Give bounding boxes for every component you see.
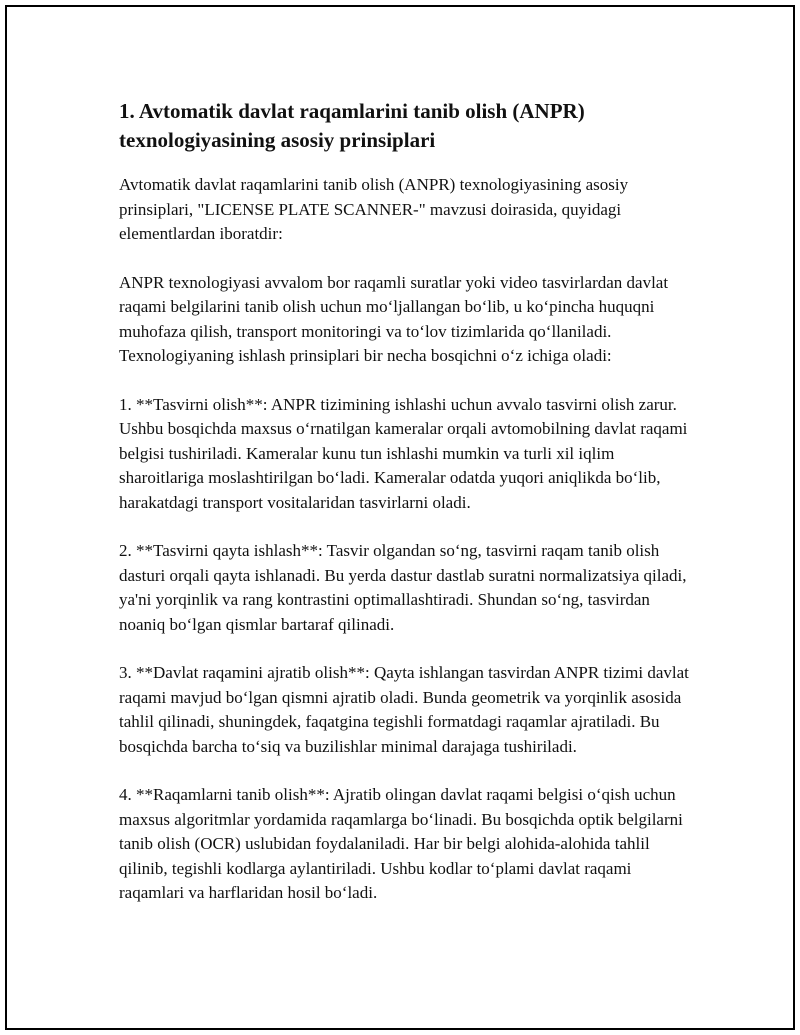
step-4-paragraph: 4. **Raqamlarni tanib olish**: Ajratib olingan davlat raqami belgisi oʻqish uchun maxsus algoritmlar yordamida raqamlarga boʻlinadi. Bu bosqichda optik belgilarni tanib olish (OCR) uslubidan foydalaniladi. Har bir belgi alohida-alohida tahlil qilinib, tegishli kodlarga aylantiriladi. Ushbu kodlar toʻplami davlat raqami raqamlari va harflaridan hosil boʻladi. (119, 785, 683, 902)
intro-paragraph: Avtomatik davlat raqamlarini tanib olish (ANPR) texnologiyasining asosiy prinsiplari, "LICENSE PLATE SCANNER-" mavzusi doirasida, quyidagi elementlardan iboratdir: (119, 175, 629, 243)
step-1-paragraph: 1. **Tasvirni olish**: ANPR tizimining ishlashi uchun avvalo tasvirni olish zarur. Ushbu bosqichda maxsus oʻrnatilgan kameralar orqali avtomobilning davlat raqami belgisi tushiriladi. Kameralar kunu tun ishlashi mumkin va turli xil iqlim sharoitlariga moslashtirilgan boʻladi. Kameralar odatda yuqori aniqlikda boʻlib, harakatdagi transport vositalaridan tasvirlarni oladi. (119, 394, 688, 512)
step-3-paragraph: 3. **Davlat raqamini ajratib olish**: Qayta ishlangan tasvirdan ANPR tizimi davlat raqami mavjud boʻlgan qismni ajratib oladi. Bunda geometrik va yorqinlik asosida tahlil qilinadi, shuningdek, faqatgina tegishli formatdagi raqamlar ajratiladi. Bu bosqichda barcha toʻsiq va buzilishlar minimal darajaga tushiriladi. (119, 663, 689, 756)
section-heading: 1. Avtomatik davlat raqamlarini tanib olish (ANPR) texnologiyasining asosiy prinsiplari (119, 99, 585, 152)
step-2-paragraph: 2. **Tasvirni qayta ishlash**: Tasvir olgandan soʻng, tasvirni raqam tanib olish dasturi orqali qayta ishlanadi. Bu yerda dastur dastlab suratni normalizatsiya qiladi, ya'ni yorqinlik va rang kontrastini optimallashtiradi. Shundan soʻng, tasvirdan noaniq boʻlgan qismlar bartaraf qilinadi. (119, 541, 687, 634)
document-content (119, 97, 699, 930)
overview-paragraph: ANPR texnologiyasi avvalom bor raqamli suratlar yoki video tasvirlardan davlat raqami belgilarini tanib olish uchun moʻljallangan boʻlib, u koʻpincha huquqni muhofaza qilish, transport monitoringi va toʻlov tizimlarida qoʻllaniladi. Texnologiyaning ishlash prinsiplari bir necha bosqichni oʻz ichiga oladi: (119, 272, 669, 365)
page-frame (5, 5, 795, 1030)
